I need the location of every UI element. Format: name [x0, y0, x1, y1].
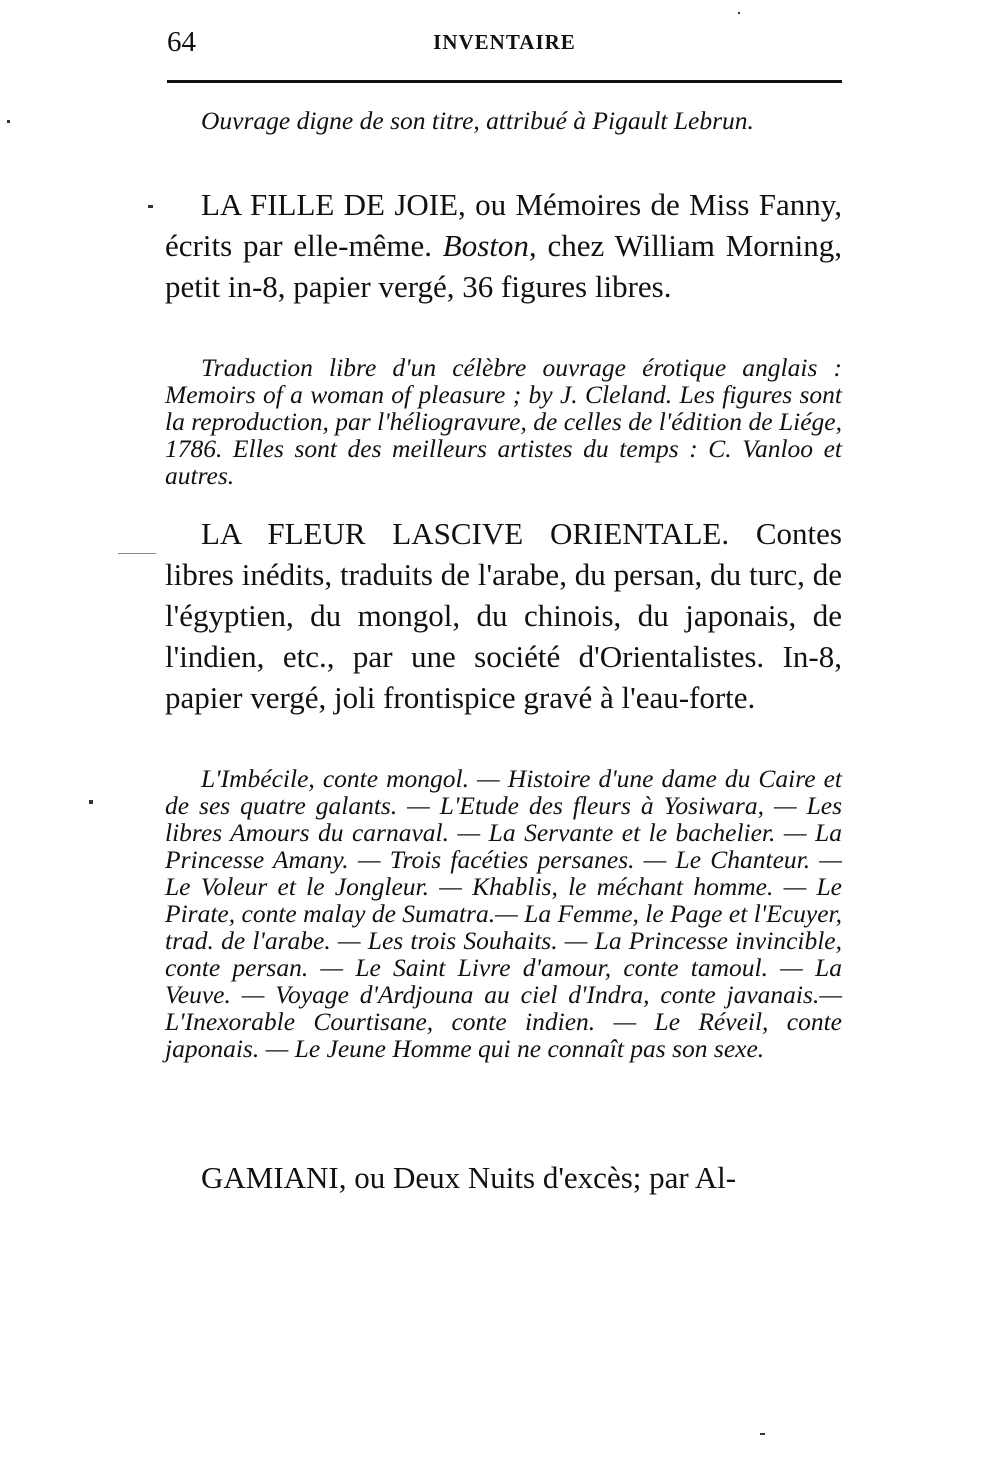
note-pigault: [165, 107, 842, 134]
page-number: 64: [167, 26, 196, 58]
entry-gamiani: [165, 1157, 842, 1198]
scan-speck: [738, 12, 740, 14]
scan-speck: [148, 205, 153, 208]
note-contents: [165, 765, 842, 1062]
entry-fille-de-joie: [165, 184, 842, 307]
entry-description: . Contes libres inédits, traduits de l'arabe, du persan, du turc, de l'égyptien, du mongol, du chinois, du japonais, de l'indien, etc., par une société d'Orientalistes. In-8, papier vergé, joli frontispice gravé à l'eau-forte.: [165, 516, 842, 715]
scan-speck: [89, 800, 93, 804]
scan-speck: [7, 120, 10, 123]
page-header: [167, 26, 842, 66]
entry-title: GAMIANI: [201, 1160, 339, 1195]
running-title: INVENTAIRE: [433, 30, 576, 54]
note-cleland: [165, 354, 842, 489]
entry-description-cont: chez William Morning, petit in-8, papier vergé, 36 figures libres.: [165, 228, 842, 304]
header-rule: [167, 80, 842, 83]
note-text: L'Imbécile, conte mongol. — Histoire d'une dame du Caire et de ses quatre galants. — L'Etude des fleurs à Yosiwara, — Les libres Amours du carnaval. — La Servante et le bachelier. — La Princesse Amany. — Trois facéties persanes. — Le Chanteur. — Le Voleur et le Jongleur. — Khablis, le méchant homme. — Le Pirate, conte malay de Sumatra.— La Femme, le Page et l'Ecuyer, trad. de l'arabe. — Les trois Souhaits. — La Princesse invincible, conte persan. — Le Saint Livre d'amour, conte tamoul. — La Veuve. — Voyage d'Ardjouna au ciel d'Indra, conte javanais.—L'Inexorable Courtisane, conte indien. — Le Réveil, conte japonais. — Le Jeune Homme qui ne connaît pas son sexe.: [165, 764, 842, 1063]
entry-text: [165, 513, 842, 718]
entry-fleur-lascive: [165, 513, 842, 718]
entry-place: Boston,: [442, 228, 537, 263]
entry-text: [165, 184, 842, 307]
entry-description: , ou Mémoires de Miss Fanny, écrits par elle-même.: [165, 187, 842, 263]
scan-speck: [760, 1433, 765, 1435]
entry-title: LA FILLE DE JOIE: [201, 187, 459, 222]
scan-speck: [118, 553, 156, 554]
entry-description: , ou Deux Nuits d'excès; par Al-: [338, 1160, 737, 1195]
note-text: Traduction libre d'un célèbre ouvrage érotique anglais : Memoirs of a woman of pleasure ; by J. Cleland. Les figures sont la reproduction, par l'héliogravure, de celles de l'édition de Liége, 1786. Elles sont des meilleurs artistes du temps : C. Vanloo et autres.: [165, 353, 842, 490]
note-text: Ouvrage digne de son titre, attribué à Pigault Lebrun.: [201, 106, 754, 135]
entry-title: LA FLEUR LASCIVE ORIENTALE: [201, 516, 722, 551]
entry-text: [165, 1157, 842, 1198]
